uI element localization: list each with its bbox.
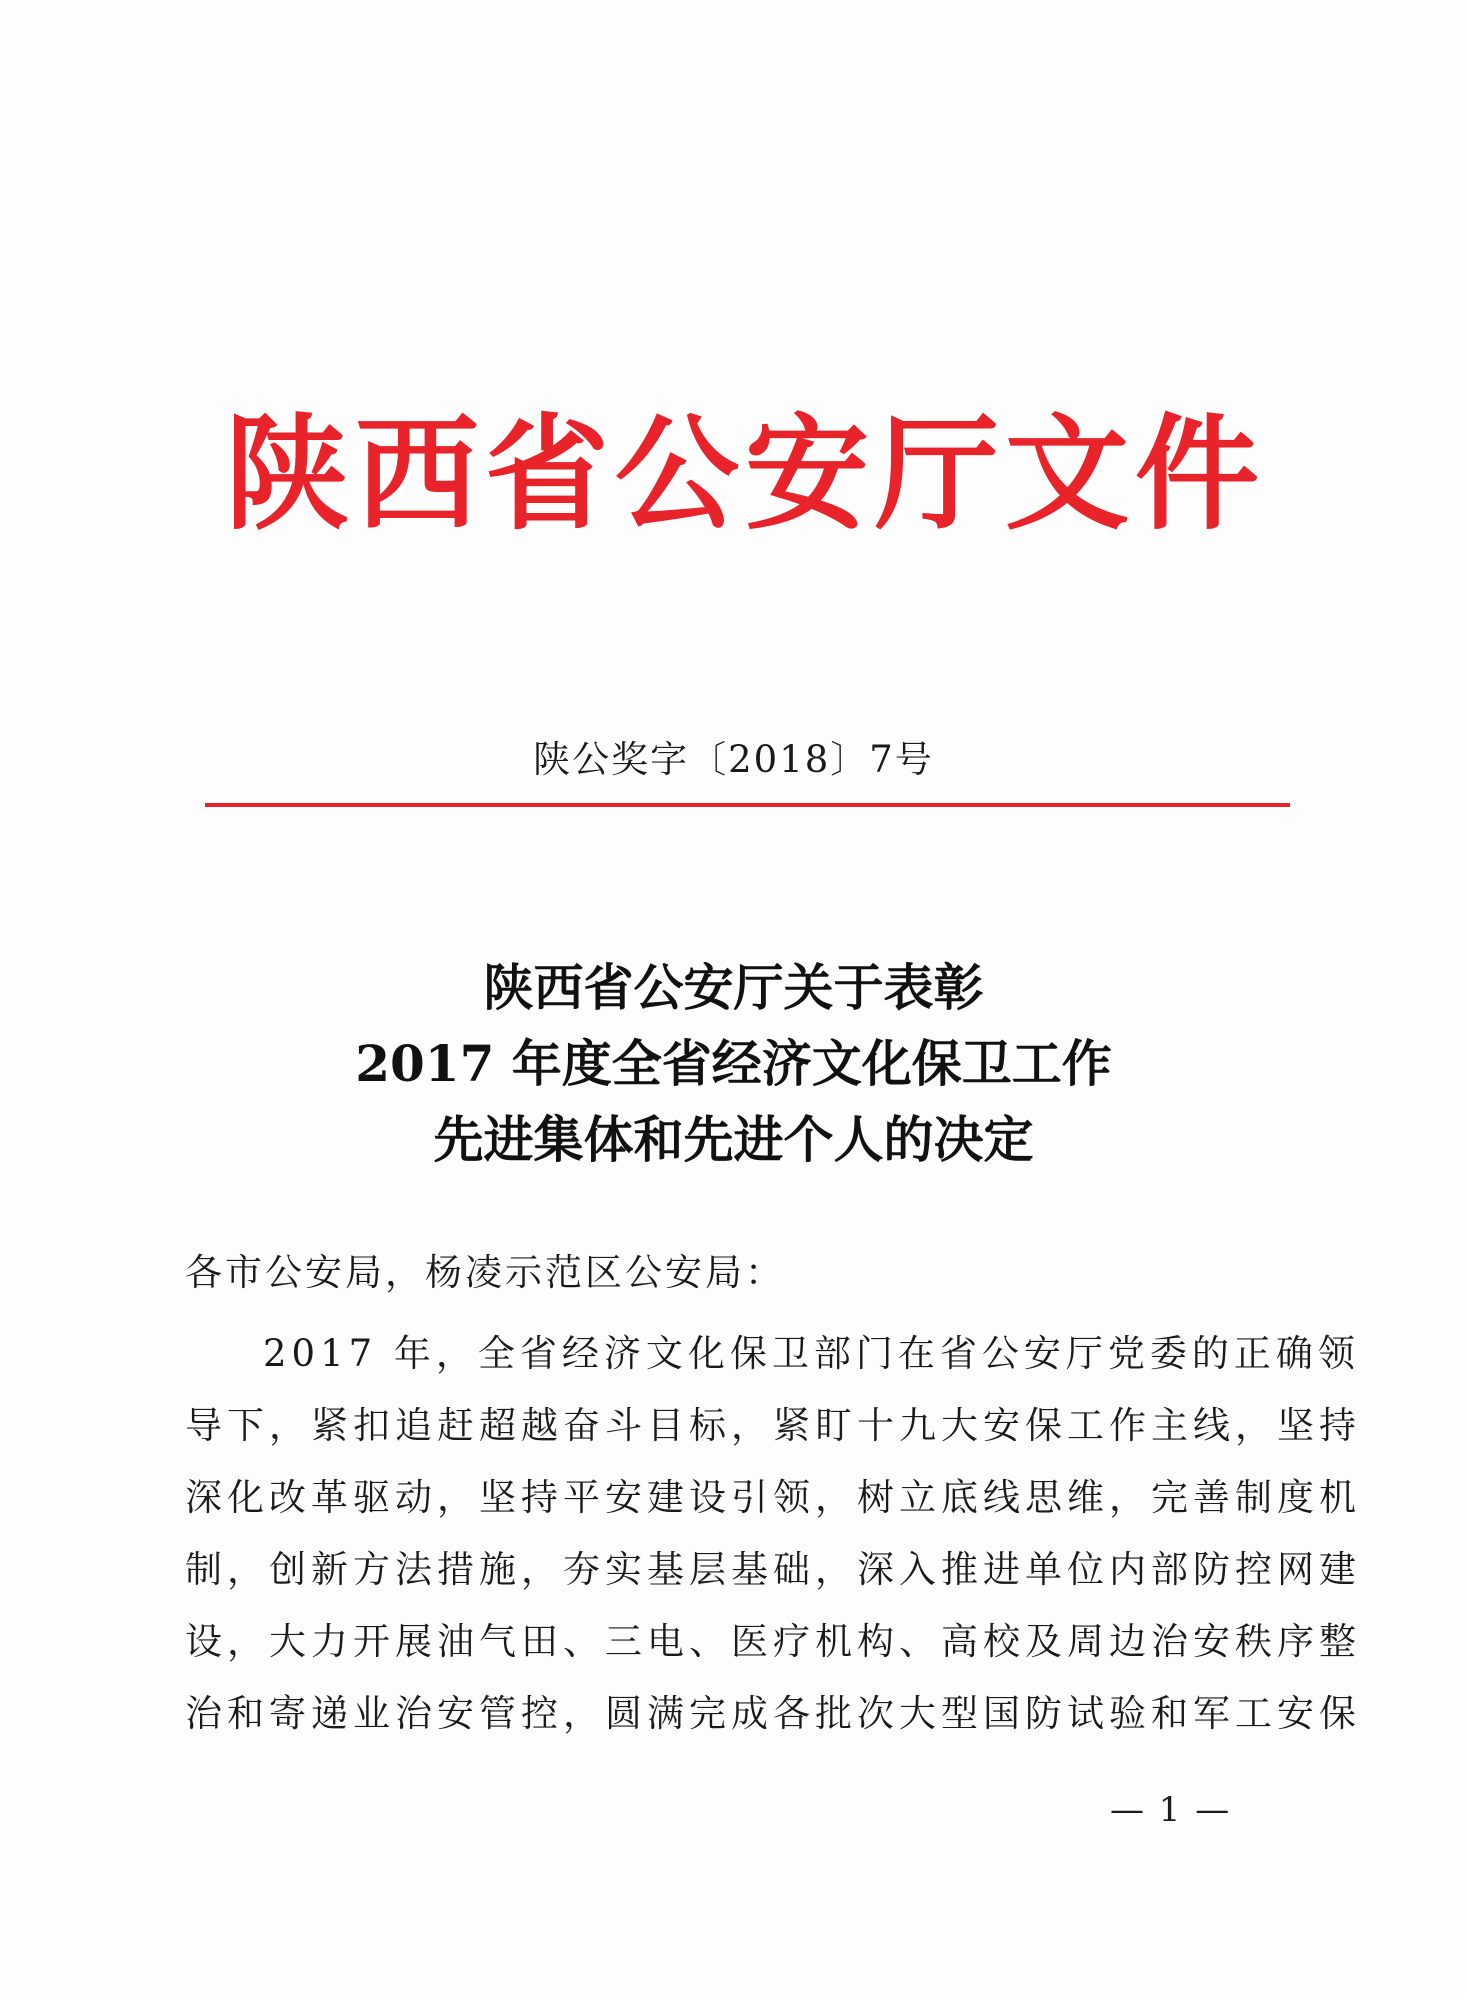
document-subject xyxy=(0,950,1467,1178)
body-line: 治和寄递业治安管控，圆满完成各批次大型国防试验和军工安保 xyxy=(185,1692,1361,1735)
page-number: — 1 — xyxy=(1110,1790,1232,1830)
body-line: 深化改革驱动，坚持平安建设引领，树立底线思维，完善制度机 xyxy=(185,1476,1361,1519)
document-header-title: 陕西省公安厅文件 xyxy=(225,402,1266,547)
red-divider-line xyxy=(205,803,1290,807)
body-line: 制，创新方法措施，夯实基层基础，深入推进单位内部防控网建 xyxy=(185,1548,1361,1591)
document-number: 陕公奖字〔2018〕7号 xyxy=(533,738,934,781)
subject-line: 2017 年度全省经济文化保卫工作 xyxy=(355,1034,1112,1093)
salutation: 各市公安局，杨凌示范区公安局： xyxy=(185,1251,785,1294)
body-line: 设，大力开展油气田、三电、医疗机构、高校及周边治安秩序整 xyxy=(185,1620,1361,1663)
subject-line: 陕西省公安厅关于表彰 xyxy=(483,958,984,1017)
subject-line: 先进集体和先进个人的决定 xyxy=(433,1110,1034,1169)
body-paragraph xyxy=(185,1318,1361,1750)
body-line: 2017 年，全省经济文化保卫部门在省公安厅党委的正确领 xyxy=(263,1332,1360,1375)
body-line: 导下，紧扣追赶超越奋斗目标，紧盯十九大安保工作主线，坚持 xyxy=(185,1404,1361,1447)
